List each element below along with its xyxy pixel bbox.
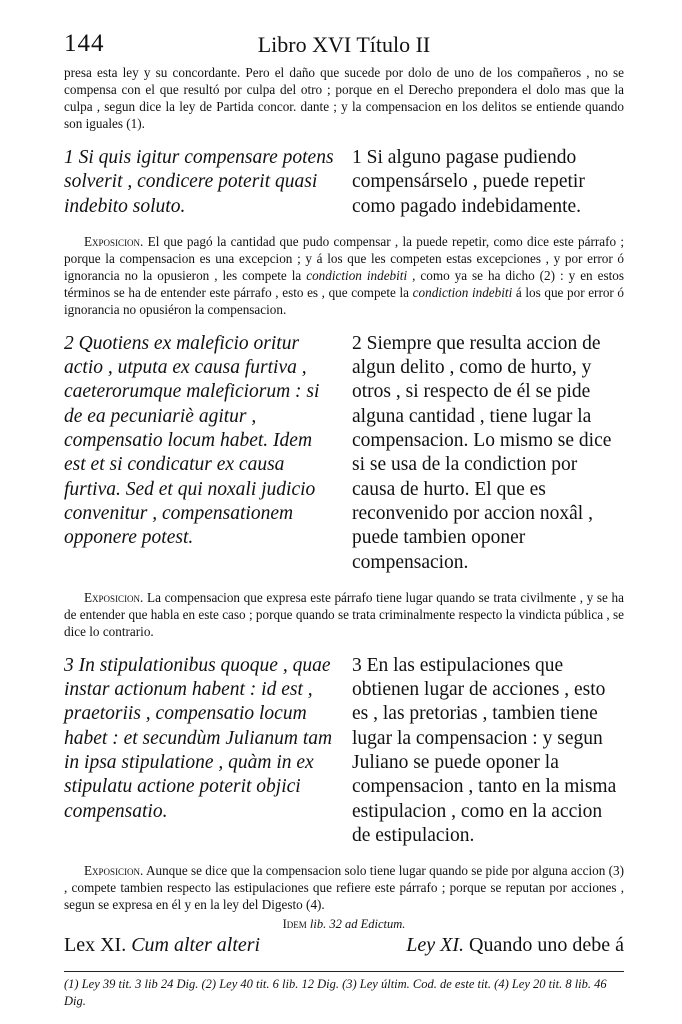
- section-3-latin: 3 In stipulationibus quoque , quae instar actionum habent : id est , praetoriis , compensatio locum habet : et secundùm Julianum tam in ipsa stipulatione , quàm in ex stipulatu actione poterit objici compensatio.: [64, 654, 333, 822]
- exposicion-text: á los que por error ó ignorancia no opusiéron la compensacion.: [64, 284, 625, 317]
- lex-spanish-heading: [406, 934, 624, 957]
- exposicion-text: Aunque se dice que la compensacion solo tiene lugar quando se pide por alguna accion (3) , compete tambien respecto las estipulaciones que refiere este párrafo ; porque se reputan por acciones , segun se expresa en él y en la ley del Digesto (4).: [64, 863, 625, 913]
- section-1-spanish: 1 Si alguno pagase pudiendo compensárselo , puede repetir como pagado indebidamente.: [352, 147, 585, 217]
- book-page: [64, 30, 624, 1010]
- lex-latin-heading: [64, 934, 260, 957]
- lex-spanish-text: Quando uno debe á: [469, 934, 624, 957]
- lex-latin-text: Cum alter alteri: [131, 934, 261, 957]
- section-2-spanish: 2 Siempre que resulta accion de algun delito , como de hurto, y otros , si respecto de él se pide alguna cantidad , tiene lugar la compensacion. Lo mismo se dice si se usa de la condiction por causa de hurto. El que es reconvenido por accion noxâl , puede tambien oponer compensacion.: [352, 332, 612, 573]
- footnotes: (1) Ley 39 tit. 3 lib 24 Dig. (2) Ley 40 tit. 6 lib. 12 Dig. (3) Ley últim. Cod. de este tit. (4) Ley 20 tit. 8 lib. 46 Dig.: [64, 977, 607, 1009]
- section-3-spanish: 3 En las estipulaciones que obtienen lugar de acciones , esto es , las pretorias , tambien tiene lugar la compensacion : y segun Juliano se puede oponer la compensacion , tanto en la misma estipulacion , como en la accion de estipulacion.: [352, 654, 617, 846]
- source-citation: [64, 917, 624, 932]
- exposicion-label: Exposicion.: [84, 589, 144, 605]
- exposicion-1: [64, 233, 624, 318]
- page-number: 144: [64, 30, 105, 57]
- running-title: Libro XVI Título II: [257, 32, 431, 57]
- exposicion-2: [64, 589, 624, 640]
- page-header: [64, 30, 624, 64]
- lex-heading: [64, 934, 624, 957]
- footnote-rule: [64, 971, 624, 972]
- source-author: Idem: [282, 917, 307, 932]
- lex-spanish-label: Ley XI.: [406, 934, 465, 957]
- latin-term: condiction indebiti: [306, 267, 408, 283]
- exposicion-text: El que pagó la cantidad que pudo compensar , la puede repetir, como dice este párrafo ; porque la compensacion es una excepcion ; y á los que les competen estas excepciones , y por error ó ignorancia no la opusieron , les compete la: [64, 233, 625, 283]
- intro-paragraph: presa esta ley y su concordante. Pero el daño que sucede por dolo de uno de los compañeros , no se compensa con el que resultó por culpa del otro ; porque en el Derecho prepondera el dolo mas que la culpa , segun dice la ley de Partida concor. dante ; y la compensacion en los delitos se entiende quando son iguales (1).: [64, 65, 624, 131]
- section-1-latin: 1 Si quis igitur compensare potens solverit , condicere poterit quasi indebito soluto.: [64, 147, 334, 217]
- section-2: [64, 332, 624, 575]
- exposicion-label: Exposicion.: [84, 233, 144, 249]
- exposicion-label: Exposicion.: [84, 863, 144, 879]
- source-work: lib. 32 ad Edictum.: [309, 917, 406, 932]
- section-2-latin: 2 Quotiens ex maleficio oritur actio , utputa ex causa furtiva , caeterorumque maleficiorum : si de ea pecuniariè agitur , compensatio locum habet. Idem est et si condicatur ex causa furtiva. Sed et qui noxali judicio convenitur , compensationem opponere potest.: [64, 332, 320, 549]
- exposicion-text: La compensacion que expresa este párrafo tiene lugar quando se trata civilmente , y se ha de entender que habla en este caso ; porque quando se trata criminalmente respecto la vindicta pública , se dice lo contrario.: [64, 589, 624, 639]
- section-3: [64, 654, 624, 848]
- latin-term: condiction indebiti: [412, 284, 513, 300]
- exposicion-text: , como ya se ha dicho (2) : y en estos términos se ha de entender este párrafo , esto es , que compete la: [64, 267, 624, 300]
- exposicion-3: [64, 862, 624, 913]
- lex-latin-label: Lex XI.: [64, 934, 127, 957]
- section-1: [64, 146, 624, 219]
